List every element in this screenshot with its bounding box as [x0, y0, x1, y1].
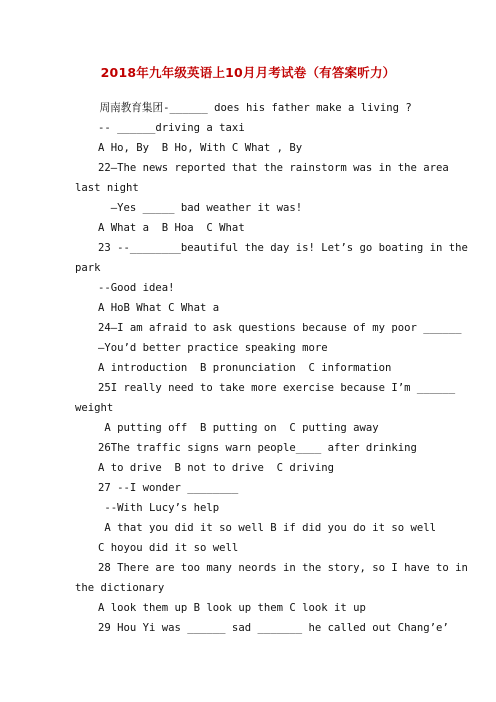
text-line: 27 --I wonder ________ [98, 482, 239, 494]
text-line: A that you did it so well B if did you do it so well [98, 522, 437, 534]
text-line: 22—The news reported that the rainstorm was in the area [98, 162, 449, 174]
text-line: 24—I am afraid to ask questions because of my poor ______ [98, 322, 462, 334]
document-body [0, 98, 496, 638]
text-line: 29 Hou Yi was ______ sad _______ he called out Chang’e’ [98, 622, 449, 634]
text-line: A Ho, By B Ho, With C What , By [98, 142, 303, 154]
text-line: A HoB What C What a [98, 302, 220, 314]
text-line: park [75, 262, 101, 274]
text-line: weight [75, 402, 114, 414]
text-line: --Good idea! [98, 282, 175, 294]
text-line: -- ______driving a taxi [98, 122, 245, 134]
text-line: last night [75, 182, 139, 194]
text-line: the dictionary [75, 582, 165, 594]
text-line: —You’d better practice speaking more [98, 342, 328, 354]
text-line: 周南教育集团-______ does his father make a living ? [74, 102, 412, 114]
text-line: A introduction B pronunciation C information [98, 362, 392, 374]
text-line: A putting off B putting on C putting away [98, 422, 379, 434]
text-line: A to drive B not to drive C driving [98, 462, 334, 474]
text-line: A What a B Hoa C What [98, 222, 245, 234]
text-line: 28 There are too many neords in the story, so I have to in [98, 562, 468, 574]
text-line: A look them up B look up them C look it up [98, 602, 366, 614]
document-title: 2018年九年级英语上10月月考试卷（有答案听力） [100, 65, 396, 80]
text-line: --With Lucy’s help [98, 502, 220, 514]
text-line: 23 --________beautiful the day is! Let’s go boating in the [98, 242, 468, 254]
text-line: 26The traffic signs warn people____ after drinking [98, 442, 417, 454]
text-line: 25I really need to take more exercise because I’m ______ [98, 382, 456, 394]
text-line: C hoyou did it so well [98, 542, 239, 554]
text-line: —Yes _____ bad weather it was! [98, 202, 303, 214]
